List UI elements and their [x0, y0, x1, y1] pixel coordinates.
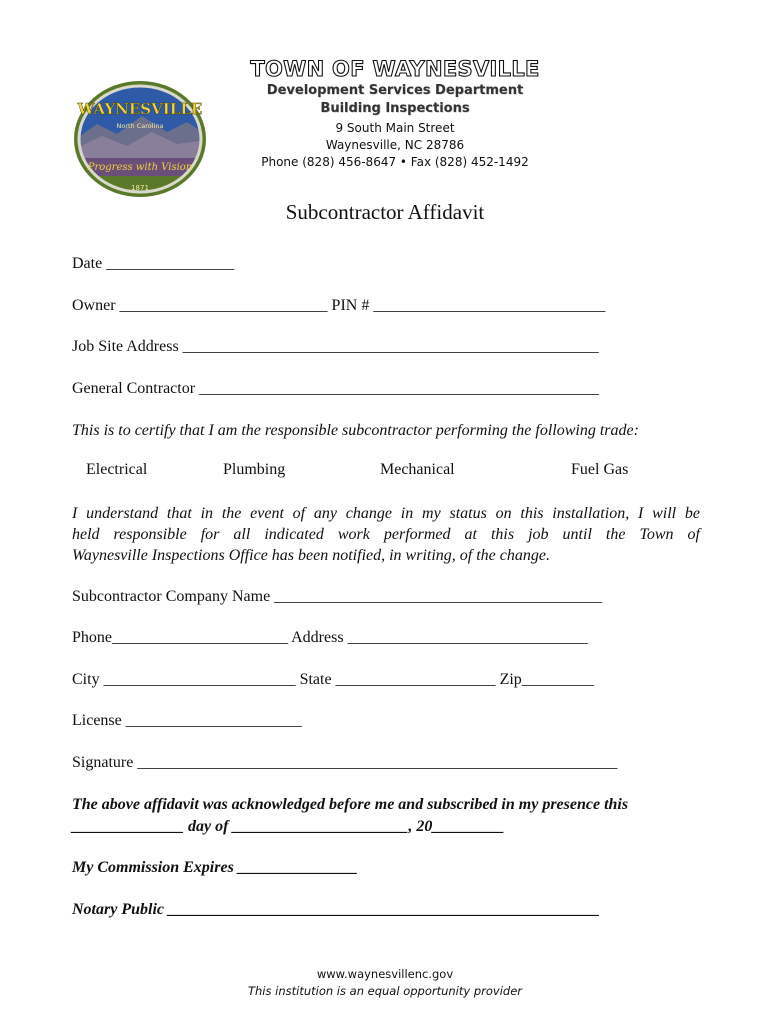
- town-seal-logo: [72, 80, 208, 198]
- date-field[interactable]: Date ________________: [72, 255, 235, 272]
- notary-date-field[interactable]: ______________ day of ______________________, 20_________: [72, 818, 505, 835]
- zip-field[interactable]: Zip_________: [499, 671, 594, 688]
- address-field[interactable]: Address ______________________________: [291, 629, 588, 646]
- equal-opportunity-notice: This institution is an equal opportunity provider: [247, 984, 523, 998]
- subcontractor-company-field[interactable]: Subcontractor Company Name _________________________________________: [72, 588, 603, 605]
- general-contractor-field[interactable]: General Contractor __________________________________________________: [72, 380, 600, 397]
- street-address: 9 South Main Street: [335, 121, 455, 135]
- pin-field[interactable]: PIN # _____________________________: [331, 297, 606, 314]
- website-link[interactable]: www.waynesvillenc.gov: [316, 967, 454, 981]
- trade-plumbing[interactable]: Plumbing: [223, 461, 286, 478]
- city-field[interactable]: City ________________________: [72, 671, 296, 688]
- job-site-address-field[interactable]: Job Site Address ____________________________________________________: [72, 338, 599, 355]
- seal-motto: Progress with Vision: [87, 162, 193, 173]
- license-field[interactable]: License ______________________: [72, 712, 302, 729]
- understand-line-2: held responsible for all indicated work performed at this job until the Town of: [72, 526, 700, 543]
- seal-year: 1871: [131, 184, 149, 192]
- owner-pin-row: [72, 296, 605, 316]
- state-field[interactable]: State ____________________: [299, 671, 496, 688]
- seal-state: North Carolina: [116, 122, 164, 130]
- understand-line-1: I understand that in the event of any change in my status on this installation, I will be: [72, 505, 700, 522]
- trade-mechanical[interactable]: Mechanical: [380, 461, 455, 478]
- letterhead: [245, 56, 545, 171]
- notary-public-field[interactable]: Notary Public ______________________________________________________: [72, 901, 600, 918]
- understand-line-3: Waynesville Inspections Office has been notified, in writing, of the change.: [72, 547, 550, 564]
- city-state-zip-row: [72, 670, 594, 690]
- page-footer: [0, 966, 770, 1000]
- form-title: Subcontractor Affidavit: [285, 200, 485, 224]
- trade-fuel-gas[interactable]: Fuel Gas: [571, 461, 629, 478]
- phone-address-row: [72, 628, 588, 648]
- division-name: Building Inspections: [320, 101, 470, 116]
- seal-name: WAYNESVILLE: [77, 100, 203, 118]
- certify-statement: This is to certify that I am the responsible subcontractor performing the following trade:: [72, 422, 639, 439]
- notary-acknowledgement: The above affidavit was acknowledged before me and subscribed in my presence this: [72, 796, 629, 813]
- department-name: Development Services Department: [266, 83, 524, 98]
- phone-field[interactable]: Phone______________________: [72, 629, 288, 646]
- understand-statement: [72, 503, 700, 566]
- signature-field[interactable]: Signature ____________________________________________________________: [72, 754, 618, 771]
- trade-electrical[interactable]: Electrical: [86, 461, 148, 478]
- phone-fax: Phone (828) 456-8647 • Fax (828) 452-1492: [261, 155, 529, 169]
- city-state: Waynesville, NC 28786: [325, 138, 465, 152]
- commission-expires-field[interactable]: My Commission Expires _______________: [72, 859, 358, 876]
- owner-field[interactable]: Owner __________________________: [72, 297, 328, 314]
- town-name: TOWN OF WAYNESVILLE: [250, 57, 540, 81]
